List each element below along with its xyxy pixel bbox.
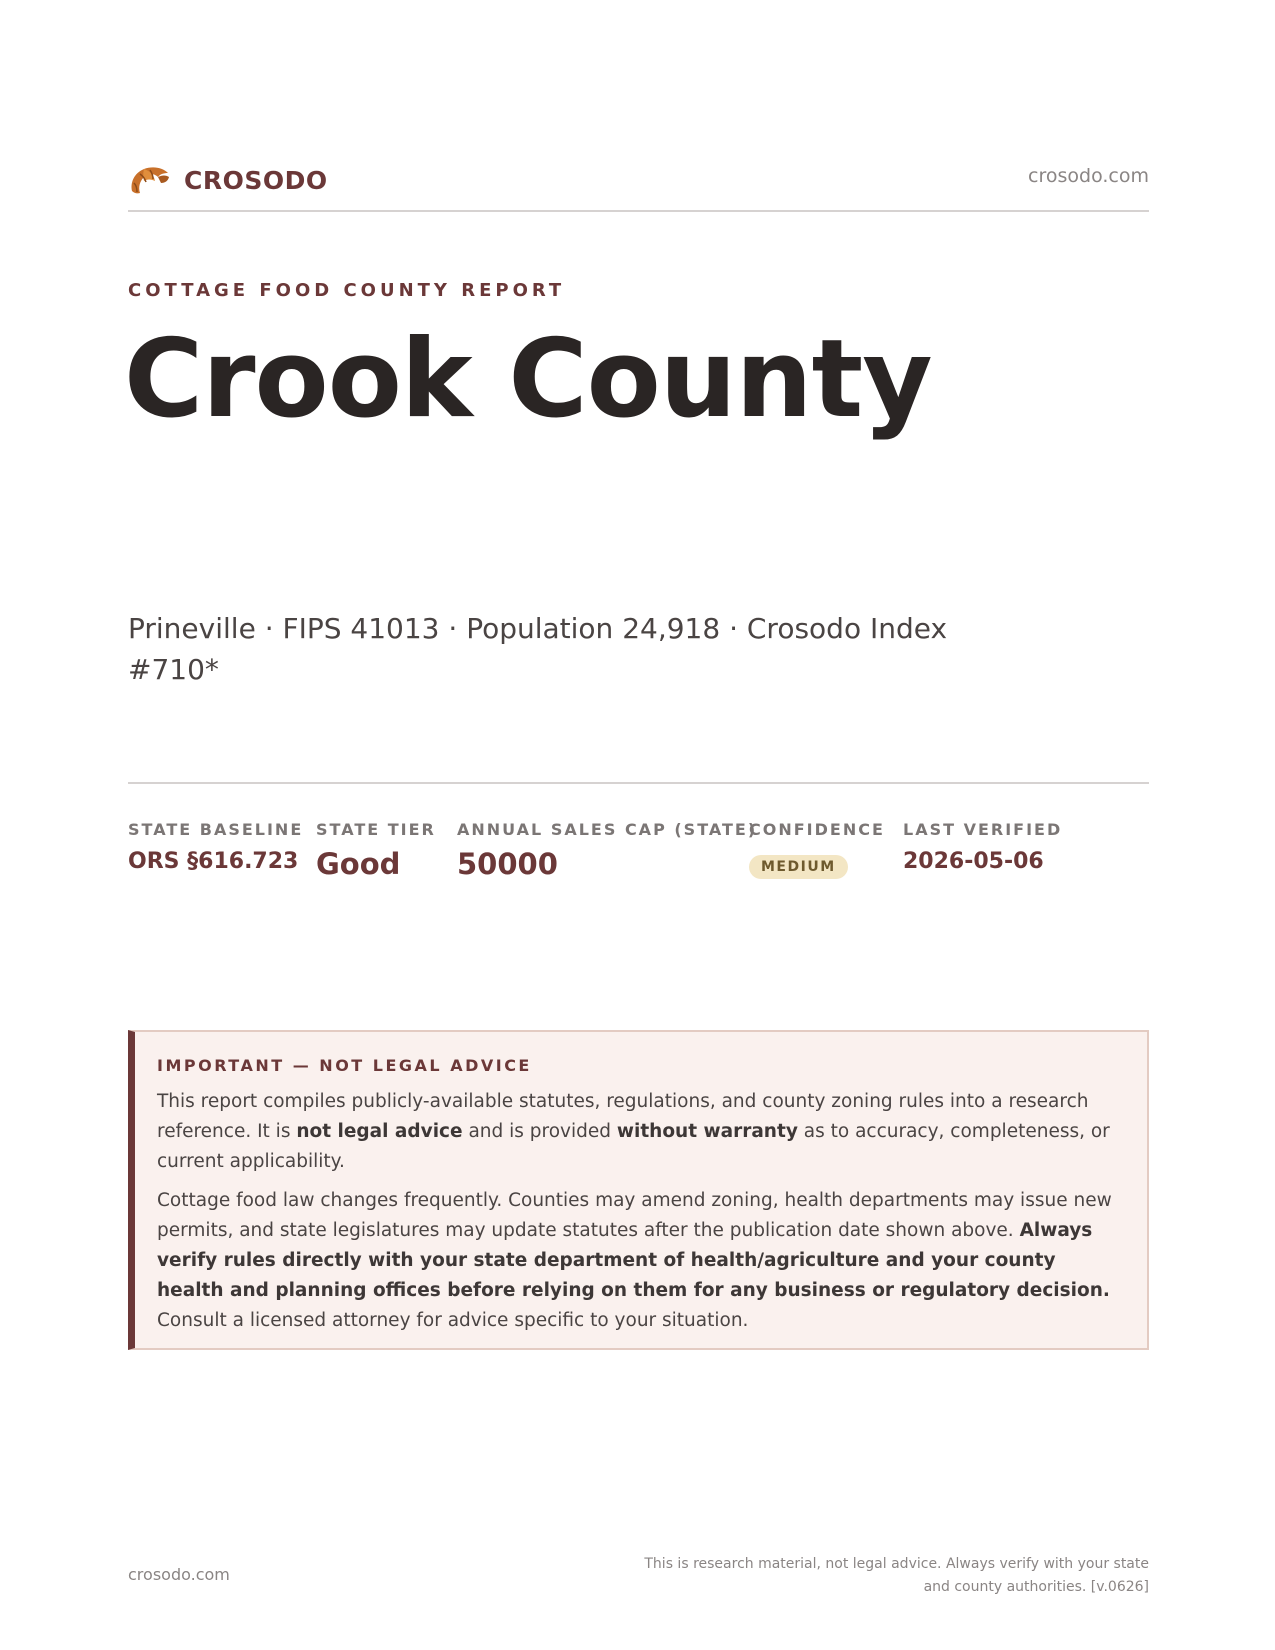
stats-row xyxy=(128,820,1149,900)
notice-text: Consult a licensed attorney for advice specific to your situation. xyxy=(157,1310,749,1331)
stat-state-baseline xyxy=(128,820,303,874)
stat-label: STATE BASELINE xyxy=(128,820,304,839)
confidence-badge: MEDIUM xyxy=(749,855,848,879)
stat-value: Good xyxy=(316,847,401,881)
stat-label: STATE TIER xyxy=(316,820,436,839)
notice-text: and is provided xyxy=(462,1121,617,1142)
page-title: Crook County xyxy=(124,317,932,442)
footer-disclaimer xyxy=(629,1553,1149,1599)
brand-name: CROSODO xyxy=(184,165,328,195)
notice-emphasis: Always verify rules directly with your state department of health/agriculture and your county health and planning offices before relying on them for any business or regulatory decision. xyxy=(157,1220,1110,1301)
stat-confidence xyxy=(749,820,885,879)
notice-text: This report compiles publicly-available statutes, regulations, and county zoning rules into a research reference. It is xyxy=(157,1091,1089,1142)
footer-url-link[interactable]: crosodo.com xyxy=(128,1565,230,1584)
notice-paragraph xyxy=(157,1087,1125,1177)
brand xyxy=(128,161,328,199)
notice-emphasis: not legal advice xyxy=(296,1121,463,1142)
section-divider xyxy=(128,782,1149,784)
stat-value: 2026-05-06 xyxy=(903,849,1044,874)
stat-last-verified xyxy=(903,820,1062,874)
notice-title: IMPORTANT — NOT LEGAL ADVICE xyxy=(157,1056,532,1075)
stat-label: ANNUAL SALES CAP (STATE) xyxy=(457,820,758,839)
report-page xyxy=(124,0,1149,1650)
stat-state-tier xyxy=(316,820,436,881)
stat-label: CONFIDENCE xyxy=(749,820,885,839)
footer-disclaimer-line: and county authorities. [v.0626] xyxy=(923,1579,1149,1595)
notice-text: as to accuracy, completeness, or current applicability. xyxy=(157,1121,1110,1172)
notice-emphasis: without warranty xyxy=(616,1121,798,1142)
page-header xyxy=(128,158,1149,212)
stat-value: 50000 xyxy=(457,847,558,881)
header-url-link[interactable]: crosodo.com xyxy=(1028,165,1149,187)
croissant-icon xyxy=(128,161,172,199)
report-eyebrow: COTTAGE FOOD COUNTY REPORT xyxy=(128,280,566,301)
notice-text: Cottage food law changes frequently. Counties may amend zoning, health departments may issue new permits, and state legislatures may update statutes after the publication date shown above. xyxy=(157,1190,1112,1241)
stat-annual-sales-cap xyxy=(457,820,757,881)
legal-notice xyxy=(128,1030,1149,1350)
footer-disclaimer-line: This is research material, not legal advice. Always verify with your state xyxy=(644,1556,1149,1572)
notice-paragraph xyxy=(157,1186,1125,1336)
stat-value: ORS §616.723 xyxy=(128,849,299,874)
report-subtitle: Prineville · FIPS 41013 · Population 24,918 · Crosodo Index #710* xyxy=(128,612,948,686)
stat-label: LAST VERIFIED xyxy=(903,820,1063,839)
